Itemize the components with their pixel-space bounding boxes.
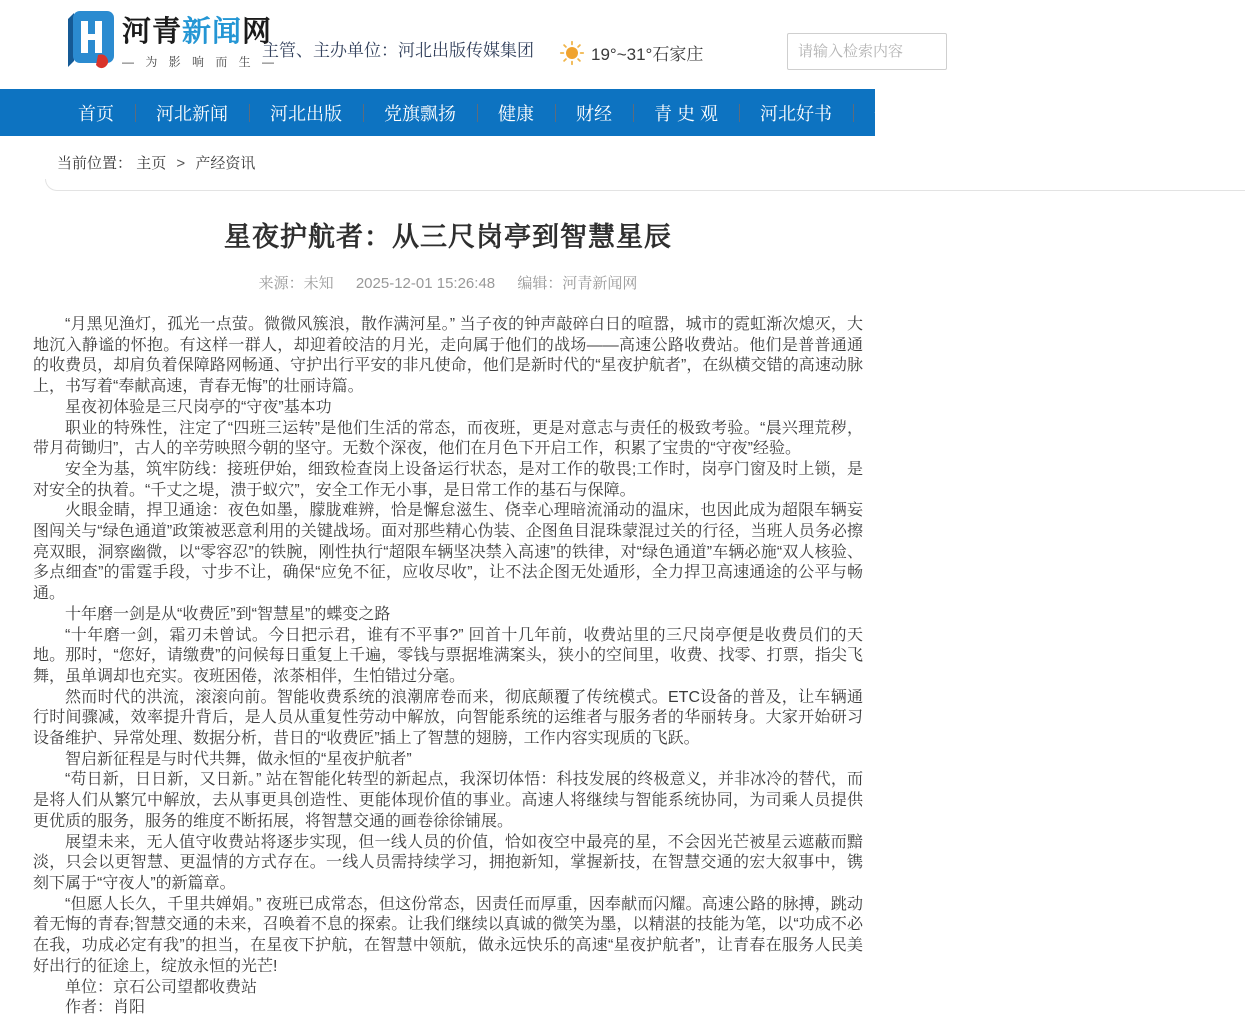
site-name-part3: 网 [242, 16, 273, 48]
article-body [33, 315, 863, 1019]
search-box [787, 33, 947, 70]
site-name-part2: 新闻 [182, 16, 243, 48]
nav-list [0, 89, 947, 136]
nav-item[interactable] [249, 100, 363, 126]
search-input[interactable] [787, 33, 947, 70]
nav-item[interactable] [555, 100, 633, 126]
article-paragraph: 展望未来，无人值守收费站将逐步实现，但一线人员的价值，恰如夜空中最亮的星，不会因光芒被星云遮蔽而黯淡，只会以更智慧、更温情的方式存在。一线人员需持续学习，拥抱新知，掌握新技，在智慧交通的宏大叙事中，镌刻下属于“守夜人”的新篇章。 [33, 833, 863, 892]
sun-icon [560, 41, 584, 65]
article [0, 215, 875, 1019]
article-paragraph: 十年磨一剑是从“收费匠”到“智慧星”的蝶变之路 [65, 605, 391, 623]
breadcrumb-separator: > [176, 155, 186, 172]
nav-item-label: 财经 [576, 103, 612, 124]
article-meta [33, 272, 863, 293]
article-source: 来源：未知 [258, 275, 334, 292]
sponsor-text: 主管、主办单位：河北出版传媒集团 [262, 41, 534, 60]
nav-item[interactable] [633, 100, 739, 126]
nav-item[interactable] [739, 100, 853, 126]
article-paragraph: 星夜初体验是三尺岗亭的“守夜”基本功 [65, 398, 332, 416]
article-editor: 编辑：河青新闻网 [517, 275, 638, 292]
nav-item[interactable] [363, 100, 477, 126]
article-paragraph: “但愿人长久，千里共婵娟。” 夜班已成常态，但这份常态，因责任而厚重，因奉献而闪耀。高速公路的脉搏，跳动着无悔的青春;智慧交通的未来，召唤着不息的探索。让我们继续以真诚的微笑为墨，以精湛的技能为笔，以“功成不必在我，功成必定有我”的担当，在星夜下护航，在智慧中领航，做永远快乐的高速“星夜护航者”，让青春在服务人民美好出行的征途上，绽放永恒的光芒! [33, 895, 863, 975]
breadcrumb [0, 136, 875, 173]
nav-item-label: 河北出版 [270, 103, 342, 124]
weather-temp: 19°~31° [591, 45, 653, 64]
nav-item-label: 健康 [498, 103, 534, 124]
article-paragraph: “苟日新，日日新，又日新。” 站在智能化转型的新起点，我深切体悟：科技发展的终极意义，并非冰冷的替代，而是将人们从繁冗中解放，去从事更具创造性、更能体现价值的事业。高速人将继续与智能系统协同，为司乘人员提供更优质的服务，服务的维度不断拓展，将智慧交通的画卷徐徐铺展。 [33, 771, 863, 830]
nav-item-label: 首页 [78, 103, 114, 124]
nav-item[interactable] [135, 100, 249, 126]
nav-item[interactable] [477, 100, 555, 126]
nav-item[interactable] [57, 100, 135, 126]
breadcrumb-label: 当前位置： [57, 155, 133, 172]
nav-item-label: 河北新闻 [156, 103, 228, 124]
site-name-part1: 河青 [122, 16, 183, 48]
breadcrumb-home-link[interactable]: 主页 [136, 155, 167, 172]
main-nav [0, 89, 947, 136]
site-name [122, 17, 278, 49]
nav-item-label: 全民辟谣 [874, 103, 947, 124]
nav-item-label: 党旗飘扬 [384, 103, 456, 124]
nav-item-label: 河北好书 [760, 103, 833, 124]
article-paragraph: 智启新征程是与时代共舞，做永恒的“星夜护航者” [65, 750, 412, 768]
hq-logo-icon [64, 9, 116, 71]
article-paragraph: “十年磨一剑，霜刃未曾试。今日把示君，谁有不平事?” 回首十几年前，收费站里的三尺岗亭便是收费员们的天地。那时，“您好，请缴费”的问候每日重复上千遍，零钱与票据堆满案头，狭小的空间里，收费、找零、打票，指尖飞舞，虽单调却也充实。夜班困倦，浓茶相伴，生怕错过分毫。 [33, 626, 863, 685]
nav-item-label: 青 史 观 [654, 103, 719, 124]
logo-text [122, 9, 278, 70]
weather-text [591, 40, 703, 65]
article-paragraph: 作者：肖阳 [65, 999, 146, 1017]
article-paragraph: 职业的特殊性，注定了“四班三运转”是他们生活的常态，而夜班，更是对意志与责任的极致考验。“晨兴理荒秽，带月荷锄归”，古人的辛劳映照今朝的坚守。无数个深夜，他们在月色下开启工作，积累了宝贵的“守夜”经验。 [33, 419, 863, 458]
site-logo[interactable] [64, 9, 278, 71]
site-header [0, 0, 875, 89]
article-paragraph: 火眼金睛，捍卫通途：夜色如墨，朦胧难辨，恰是懈怠滋生、侥幸心理暗流涌动的温床，也因此成为超限车辆妄图闯关与“绿色通道”政策被恶意利用的关键战场。面对那些精心伪装、企图鱼目混珠蒙混过关的行径，当班人员务必擦亮双眼，洞察幽微，以“零容忍”的铁腕，刚性执行“超限车辆坚决禁入高速”的铁律，对“绿色通道”车辆必施“双人核验、多点细查”的雷霆手段，寸步不让，确保“应免不征，应收尽收”，让不法企图无处遁形，全力捍卫高速通途的公平与畅通。 [33, 502, 863, 603]
weather-widget [560, 40, 703, 65]
article-paragraph: 单位：京石公司望都收费站 [65, 978, 258, 996]
article-paragraph: 然而时代的洪流，滚滚向前。智能收费系统的浪潮席卷而来，彻底颠覆了传统模式。ETC设备的普及，让车辆通行时间骤减，效率提升背后，是人员从重复性劳动中解放，向智能系统的运维者与服务者的华丽转身。大家开始研习设备维护、异常处理、数据分析，昔日的“收费匠”插上了智慧的翅膀，工作内容实现质的飞跃。 [33, 688, 863, 748]
breadcrumb-divider [45, 179, 1245, 191]
weather-city: 石家庄 [652, 45, 704, 64]
breadcrumb-section-link[interactable]: 产经资讯 [195, 155, 256, 172]
article-title: 星夜护航者：从三尺岗亭到智慧星辰 [224, 222, 672, 252]
article-paragraph: “月黑见渔灯，孤光一点萤。微微风簇浪，散作满河星。” 当子夜的钟声敲碎白日的喧嚣，城市的霓虹渐次熄灭，大地沉入静谧的怀抱。有这样一群人，却迎着皎洁的月光，走向属于他们的战场——高速公路收费站。他们是普普通通的收费员，却肩负着保障路网畅通、守护出行平安的非凡使命，他们是新时代的“星夜护航者”，在纵横交错的高速动脉上，书写着“奉献高速，青春无悔”的壮丽诗篇。 [33, 316, 863, 396]
site-slogan: — 为 影 响 而 生 — [122, 54, 279, 69]
article-datetime: 2025-12-01 15:26:48 [355, 275, 496, 292]
nav-item[interactable] [853, 100, 967, 126]
article-paragraph: 安全为基，筑牢防线：接班伊始，细致检查岗上设备运行状态，是对工作的敬畏;工作时，岗亭门窗及时上锁，是对安全的执着。“千丈之堤，溃于蚁穴”，安全工作无小事，是日常工作的基石与保障。 [33, 460, 863, 499]
